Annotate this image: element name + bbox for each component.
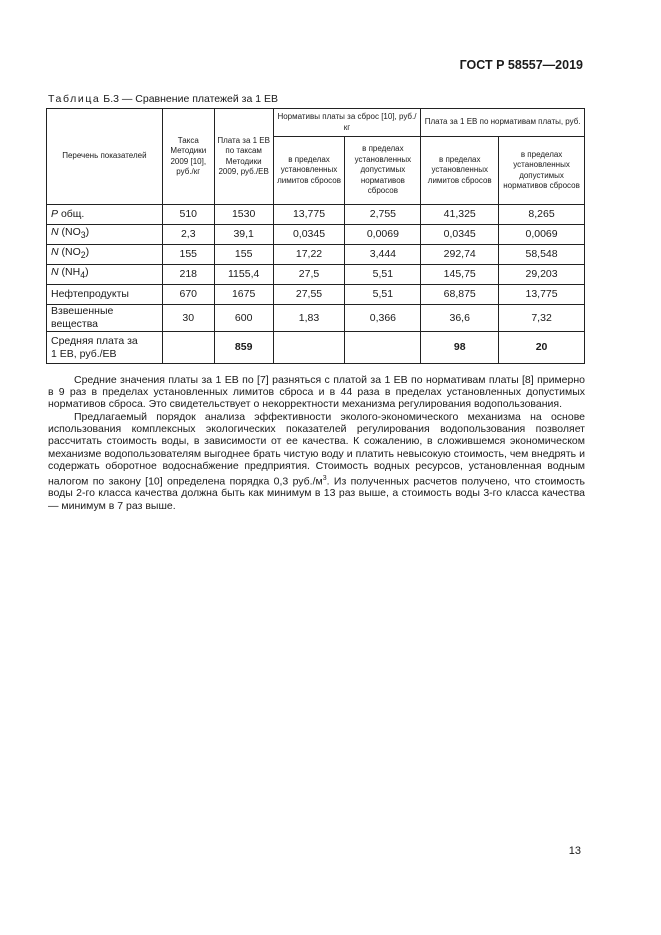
- row-label: N $(NO_2)$: [47, 245, 163, 265]
- cell: 36,6: [421, 305, 499, 332]
- comparison-table: [46, 108, 585, 364]
- cell-empty: [345, 332, 421, 364]
- subheader-permissible: в пределах установленных допустимых нормативов сбросов: [345, 137, 421, 205]
- cell: 600: [214, 305, 273, 332]
- cell: 41,325: [421, 205, 499, 225]
- cell: 5,51: [345, 265, 421, 285]
- cell: 155: [214, 245, 273, 265]
- row-label: N $(NO_3)$: [47, 225, 163, 245]
- cell: 1530: [214, 205, 273, 225]
- cell: 2,3: [162, 225, 214, 245]
- total-limits: 98: [421, 332, 499, 364]
- total-fee: 859: [214, 332, 273, 364]
- header-standards-group: Нормативы платы за сброс [10], руб./кг: [273, 109, 421, 137]
- cell: 510: [162, 205, 214, 225]
- cell: 292,74: [421, 245, 499, 265]
- subheader-limits: в пределах установленных лимитов сбросов: [421, 137, 499, 205]
- cell: 17,22: [273, 245, 345, 265]
- cell: 0,0345: [421, 225, 499, 245]
- cell: 5,51: [345, 285, 421, 305]
- cell: 68,875: [421, 285, 499, 305]
- header-fee-by-tax: Плата за 1 ЕВ по таксам Методики 2009, руб./ЕВ: [214, 109, 273, 205]
- paragraph-comparison: Средние значения платы за 1 ЕВ по [7] разняться с платой за 1 ЕВ по нормативам платы [8] примерно в 9 раз в пределах установленных лимитов сброса и в 44 раза в пределах установленных допустимых нормативов сброса. Это свидетельствует о некорректности механизма регулирования водопользования.: [48, 373, 585, 411]
- cell: 1,83: [273, 305, 345, 332]
- cell: 29,203: [499, 265, 585, 285]
- cell: 0,366: [345, 305, 421, 332]
- row-label: N $(NH_4)$: [47, 265, 163, 285]
- table-row: [47, 305, 585, 332]
- cell: 145,75: [421, 265, 499, 285]
- cell: 1155,4: [214, 265, 273, 285]
- cell: 0,0069: [499, 225, 585, 245]
- cell: 2,755: [345, 205, 421, 225]
- cell: 30: [162, 305, 214, 332]
- cell: 1675: [214, 285, 273, 305]
- total-row: [47, 332, 585, 364]
- table-caption: [48, 93, 278, 105]
- standard-number: ГОСТ Р 58557—2019: [459, 58, 583, 72]
- cell: 39,1: [214, 225, 273, 245]
- table-row: [47, 285, 585, 305]
- cell: 58,548: [499, 245, 585, 265]
- cell: 13,775: [499, 285, 585, 305]
- paragraph-proposal: Предлагаемый порядок анализа эффективности эколого-экономического механизма на основе использования комплексных экологических показателей регулирования водопользования позволяет рассчитать стоимость воды, в зависимости от ее качества. К сожалению, в сложившемся экономическом механизме водопользователям выгоднее брать чистую воду и платить невысокую стоимость, чем внедрять и содержать оборотное водоснабжение предприятия. Стоимость водных ресурсов, установленная водным налогом по закону [10] определена порядка 0,3 $руб./м^3$. Из полученных расчетов получено, что стоимость воды 2-го класса качества должна быть как минимум в 13 раз выше, а стоимость воды 3-го класса качества — минимум в 7 раз выше.: [48, 410, 585, 512]
- cell: 3,444: [345, 245, 421, 265]
- header-indicators: Перечень показателей: [47, 109, 163, 205]
- cell-empty: [162, 332, 214, 364]
- total-permissible: 20: [499, 332, 585, 364]
- caption-number: Б.3: [103, 93, 119, 105]
- caption-dash: —: [121, 93, 133, 105]
- cell: 0,0345: [273, 225, 345, 245]
- cell: 13,775: [273, 205, 345, 225]
- row-label: P общ.: [47, 205, 163, 225]
- cell: 0,0069: [345, 225, 421, 245]
- table-row: [47, 225, 585, 245]
- table-row: [47, 205, 585, 225]
- total-label: Средняя плата за 1 ЕВ, руб./ЕВ: [47, 332, 163, 364]
- header-fee-group: Плата за 1 ЕВ по нормативам платы, руб.: [421, 109, 585, 137]
- header-tax-rate: Такса Методики 2009 [10], руб./кг: [162, 109, 214, 205]
- table-row: [47, 265, 585, 285]
- cell: 155: [162, 245, 214, 265]
- cell: 670: [162, 285, 214, 305]
- subheader-permissible: в пределах установленных допустимых нормативов сбросов: [499, 137, 585, 205]
- cell: 27,55: [273, 285, 345, 305]
- cell: 27,5: [273, 265, 345, 285]
- table-row: [47, 245, 585, 265]
- cell: 7,32: [499, 305, 585, 332]
- row-label: Нефтепродукты: [47, 285, 163, 305]
- caption-label: Таблица: [48, 93, 101, 105]
- cell-empty: [273, 332, 345, 364]
- cell: 218: [162, 265, 214, 285]
- page-number: 13: [568, 845, 581, 857]
- caption-title: Сравнение платежей за 1 ЕВ: [135, 93, 279, 105]
- row-label: Взвешенные вещества: [47, 305, 163, 332]
- cell: 8,265: [499, 205, 585, 225]
- subheader-limits: в пределах установленных лимитов сбросов: [273, 137, 345, 205]
